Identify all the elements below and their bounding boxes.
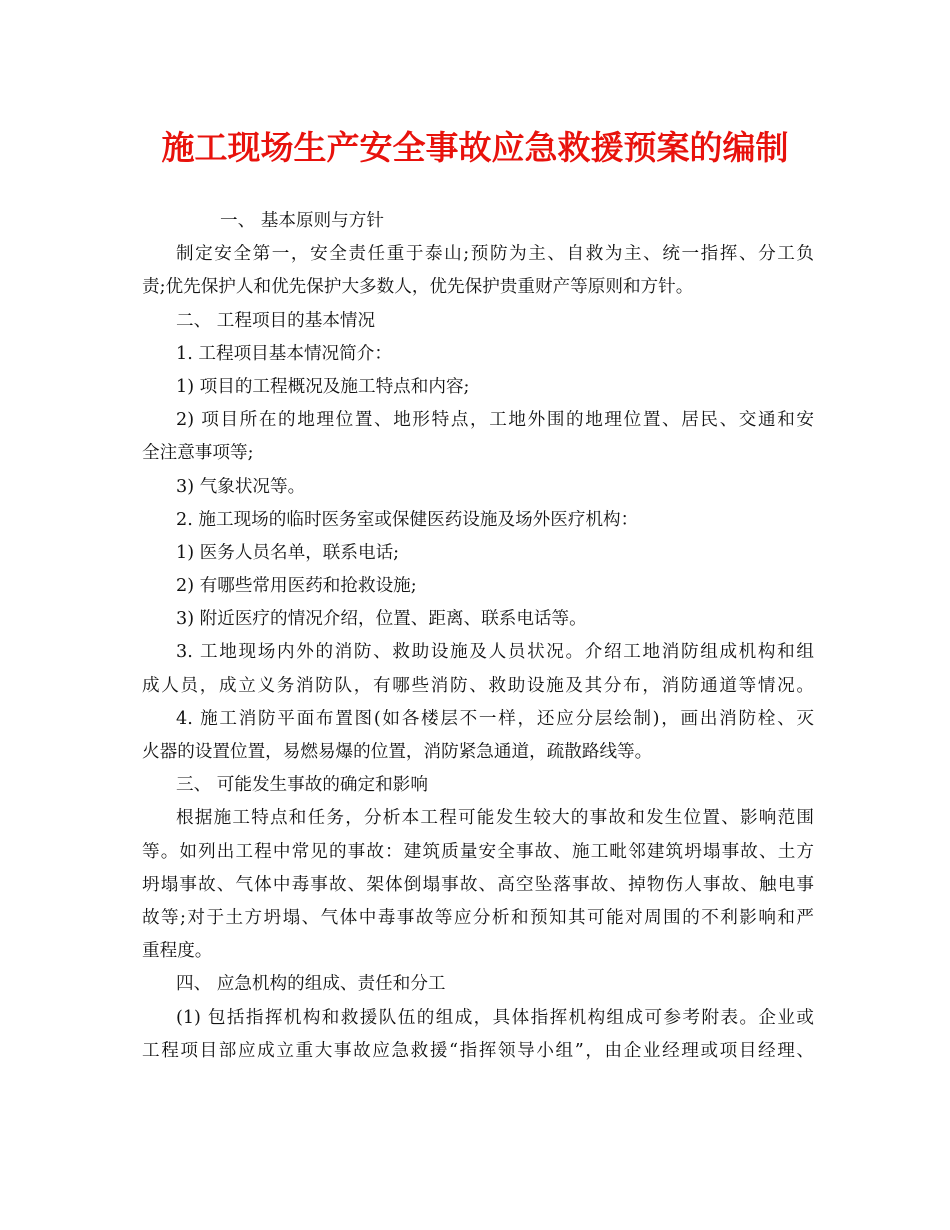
paragraph-line: 责;优先保护人和优先保护大多数人，优先保护贵重财产等原则和方针。 (142, 277, 694, 298)
paragraph-line: 根据施工特点和任务，分析本工程可能发生较大的事故和发生位置、影响范围 (176, 808, 814, 829)
list-item: 1. 工程项目基本情况简介： (176, 343, 392, 364)
paragraph-line: 重程度。 (142, 941, 213, 962)
paragraph-line: 制定安全第一，安全责任重于泰山;预防为主、自救为主、统一指挥、分工负 (176, 244, 814, 265)
paragraph-line: 全注意事项等; (142, 443, 254, 464)
section-heading-2: 二、 工程项目的基本情况 (176, 310, 376, 331)
list-item: 3) 气象状况等。 (176, 476, 306, 497)
list-item: 1) 项目的工程概况及施工特点和内容; (176, 376, 470, 397)
document-title: 施工现场生产安全事故应急救援预案的编制 (161, 128, 789, 167)
list-item: 2. 施工现场的临时医务室或保健医药设施及场外医疗机构： (176, 509, 639, 530)
list-item: 4. 施工消防平面布置图(如各楼层不一样，还应分层绘制)，画出消防栓、灭 (176, 708, 814, 729)
paragraph-line: 等。如列出工程中常见的事故：建筑质量安全事故、施工毗邻建筑坍塌事故、土方 (142, 841, 814, 862)
list-item: 2) 项目所在的地理位置、地形特点，工地外围的地理位置、居民、交通和安 (176, 410, 814, 431)
paragraph-line: 火器的设置位置，易燃易爆的位置，消防紧急通道，疏散路线等。 (142, 742, 653, 762)
list-item: 3. 工地现场内外的消防、救助设施及人员状况。介绍工地消防组成机构和组 (176, 642, 814, 663)
list-item: (1) 包括指挥机构和救援队伍的组成，具体指挥机构组成可参考附表。企业或 (176, 1007, 814, 1028)
paragraph-line: 成人员，成立义务消防队，有哪些消防、救助设施及其分布，消防通道等情况。 (142, 675, 814, 696)
section-heading-4: 四、 应急机构的组成、责任和分工 (176, 974, 446, 995)
section-heading-3: 三、 可能发生事故的确定和影响 (176, 775, 428, 796)
list-item: 2) 有哪些常用医药和抢救设施; (176, 576, 417, 597)
document-body (142, 205, 814, 1068)
paragraph-line: 工程项目部应成立重大事故应急救援“指挥领导小组”，由企业经理或项目经理、 (142, 1040, 814, 1061)
paragraph-line: 坍塌事故、气体中毒事故、架体倒塌事故、高空坠落事故、掉物伤人事故、触电事 (142, 874, 814, 895)
list-item: 3) 附近医疗的情况介绍，位置、距离、联系电话等。 (176, 609, 587, 630)
section-heading-1: 一、 基本原则与方针 (220, 211, 384, 231)
paragraph-line: 故等;对于土方坍塌、气体中毒事故等应分析和预知其可能对周围的不利影响和严 (142, 907, 814, 928)
list-item: 1) 医务人员名单，联系电话; (176, 542, 400, 563)
